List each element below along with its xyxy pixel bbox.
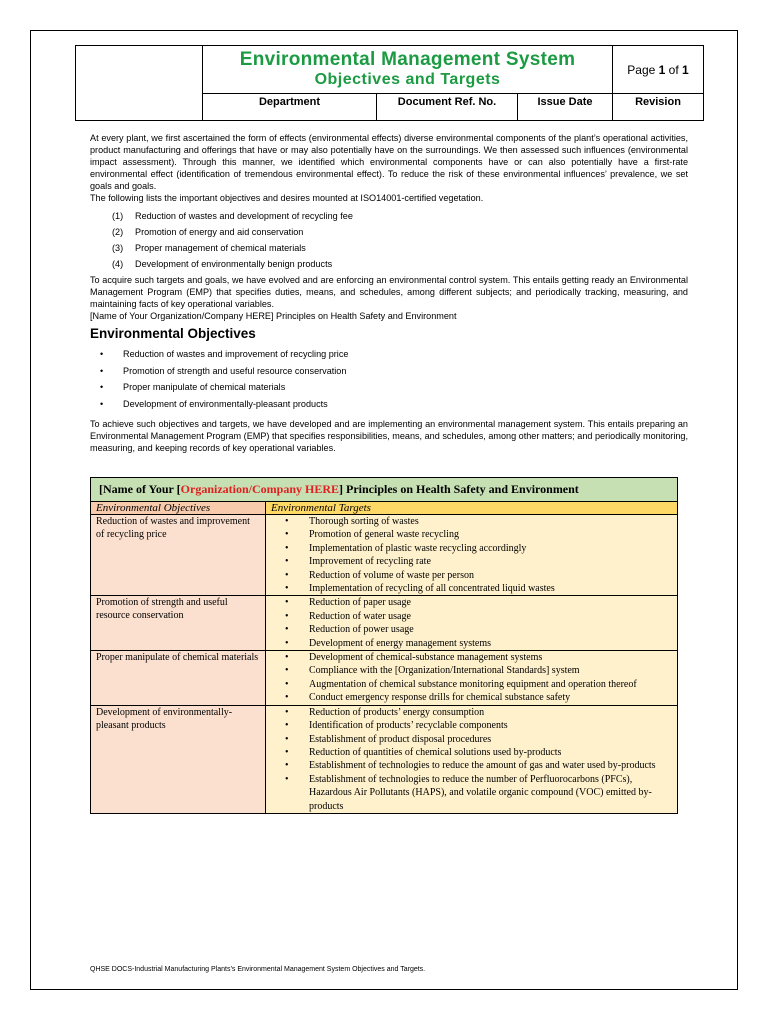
- table-row: [91, 651, 678, 706]
- target-item: • Implementation of recycling of all concentrated liquid wastes: [285, 583, 555, 595]
- intro-paragraph: At every plant, we first ascertained the form of effects (environmental effects) diverse environmental components of the plant’s operational activities, product manufacturing and offerings that have or may also potentially have on the surroundings. We then assessed such influences (environmental impact assessment). Through this manner, we identified which environmental components have or can also potentially have a first-rate environmental effect (identification of tremendous environmental effect). To reduce the risk of these environmental influences’ prevalence, we set goals and goals.: [90, 133, 688, 191]
- achieve-paragraph: To achieve such objectives and targets, we have developed and are implementing an environmental management system. This entails preparing an Environmental Management Program (EMP) that specifies responsibilities, means, and schedules, among other matters; and periodically monitoring, measuring, and keeping records of key operational variables.: [90, 419, 688, 453]
- col-header-objectives: Environmental Objectives: [91, 502, 266, 515]
- list-item: • Development of environmentally-pleasant products: [100, 398, 328, 409]
- list-item: (4) Development of environmentally benign products: [112, 259, 333, 269]
- target-item: • Establishment of product disposal procedures: [285, 733, 492, 745]
- target-item: • Identification of products’ recyclable components: [285, 720, 508, 732]
- target-item: • Augmentation of chemical substance monitoring equipment and operation thereof: [285, 678, 637, 690]
- list-item: (3) Proper management of chemical materials: [112, 243, 306, 253]
- objective-cell: Reduction of wastes and improvement of recycling price: [91, 515, 266, 596]
- objective-cell: Development of environmentally-pleasant products: [91, 705, 266, 813]
- target-item: • Promotion of general waste recycling: [285, 529, 459, 541]
- page-footer: QHSE DOCS-Industrial Manufacturing Plants’s Environmental Management System Objectives and Targets.: [90, 966, 426, 973]
- targets-cell: [266, 515, 678, 596]
- targets-cell: [266, 651, 678, 706]
- principles-line: [Name of Your Organization/Company HERE] Principles on Health Safety and Environment: [90, 311, 457, 321]
- target-item: • Reduction of products’ energy consumption: [285, 706, 485, 718]
- target-item: • Development of energy management systems: [285, 637, 491, 649]
- list-item: (2) Promotion of energy and aid conservation: [112, 227, 304, 237]
- page-indicator: Page 1 of 1: [613, 46, 704, 94]
- col-header-targets: Environmental Targets: [266, 502, 678, 515]
- list-item: • Reduction of wastes and improvement of recycling price: [100, 349, 349, 359]
- target-item: • Implementation of plastic waste recycling accordingly: [285, 542, 527, 554]
- target-item: • Reduction of paper usage: [285, 597, 411, 609]
- principles-table: [90, 477, 678, 814]
- target-item: • Reduction of volume of waste per person: [285, 569, 474, 581]
- targets-cell: [266, 596, 678, 651]
- header-title-cell: [203, 46, 613, 94]
- objective-cell: Proper manipulate of chemical materials: [91, 651, 266, 706]
- objective-cell: Promotion of strength and useful resource conservation: [91, 596, 266, 651]
- targets-cell: [266, 705, 678, 813]
- target-item: • Development of chemical-substance management systems: [285, 652, 543, 664]
- target-item: • Improvement of recycling rate: [285, 556, 431, 568]
- list-item: (1) Reduction of wastes and development of recycling fee: [112, 211, 353, 221]
- table-row: [91, 705, 678, 813]
- target-item: • Thorough sorting of wastes: [285, 516, 419, 527]
- list-item: • Promotion of strength and useful resource conservation: [100, 365, 347, 376]
- document-header: [75, 45, 704, 121]
- table-row: [91, 596, 678, 651]
- target-item: • Establishment of technologies to reduce the number of Perfluorocarbons (PFCs), Hazardous Air Pollutants (HAPS), and volatile organic compound (VOC) emitted by-products: [285, 773, 652, 812]
- target-item: • Reduction of quantities of chemical solutions used by-products: [285, 746, 562, 758]
- target-item: • Reduction of water usage: [285, 610, 411, 622]
- table-row: [91, 515, 678, 596]
- intro-lead: The following lists the important objectives and desires mounted at ISO14001-certified vegetation.: [90, 193, 484, 203]
- document-subtitle: Objectives and Targets: [314, 71, 501, 88]
- logo-placeholder: [76, 46, 203, 121]
- table-caption: [Name of Your [Organization/Company HERE] Principles on Health Safety and Environment: [91, 478, 678, 502]
- col-revision: Revision: [613, 94, 704, 121]
- objectives-heading: Environmental Objectives: [90, 326, 256, 341]
- target-item: • Reduction of power usage: [285, 624, 414, 636]
- ems-paragraph: To acquire such targets and goals, we have evolved and are enforcing an environmental control system. This entails getting ready an Environmental Management Program (EMP) that specifies duties, means, and schedules, among different subjects; and periodically tracking, measuring, and maintaining facts of key operational variables.: [90, 275, 688, 309]
- col-doc-ref: Document Ref. No.: [377, 94, 518, 121]
- list-item: • Proper manipulate of chemical materials: [100, 382, 286, 392]
- body-content: [90, 132, 688, 454]
- col-department: Department: [203, 94, 377, 121]
- col-issue-date: Issue Date: [518, 94, 613, 121]
- target-item: • Establishment of technologies to reduce the amount of gas and water used by-products: [285, 760, 656, 772]
- target-item: • Compliance with the [Organization/International Standards] system: [285, 665, 580, 677]
- target-item: • Conduct emergency response drills for chemical substance safety: [285, 692, 571, 704]
- document-title: Environmental Management System: [239, 49, 576, 70]
- objectives-list: [100, 346, 688, 412]
- numbered-list: [112, 208, 688, 272]
